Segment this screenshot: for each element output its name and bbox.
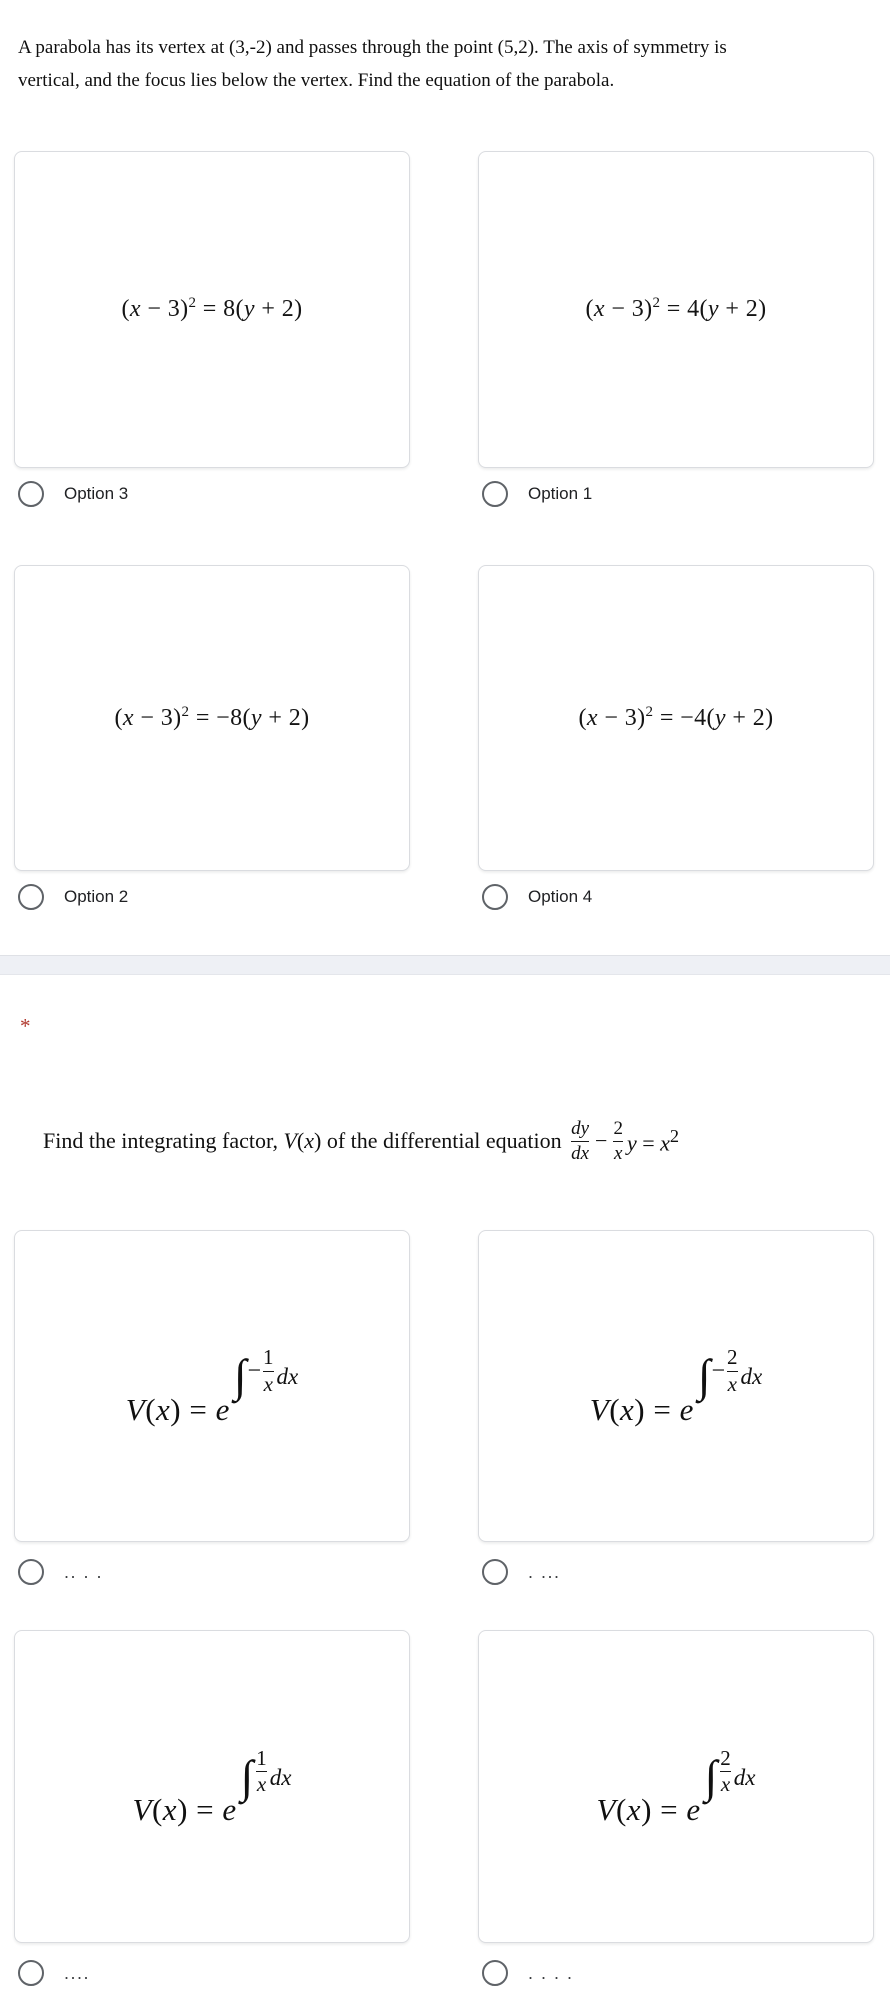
q2-option-d[interactable] xyxy=(478,1960,874,1986)
eq-sign: − xyxy=(711,1357,726,1384)
q2-option-row-1 xyxy=(14,1559,874,1585)
equation-image-q2-d xyxy=(596,1745,756,1828)
q2-option-a-label: .. . . xyxy=(64,1561,104,1582)
eq-fraction xyxy=(720,1745,731,1796)
question2-text-prefix: Find the integrating factor, xyxy=(43,1128,284,1153)
minus-sign: − xyxy=(595,1128,608,1153)
integral-symbol: ∫ xyxy=(697,1350,711,1402)
eq-base: V(x) = e xyxy=(125,1391,230,1427)
fraction-numerator: dy xyxy=(571,1118,590,1140)
option-image-card-q2-b[interactable] xyxy=(478,1230,874,1542)
fraction-bar xyxy=(613,1141,623,1142)
equation-image-q1-c: $(x - 3)^2 = -8(y + 2)$ xyxy=(114,703,310,731)
integral-symbol: ∫ xyxy=(240,1750,254,1802)
eq-dx: dx xyxy=(269,1764,292,1790)
radio-button-option-3[interactable] xyxy=(18,481,44,507)
q1-option-row-1 xyxy=(14,481,874,507)
radio-button-option-4[interactable] xyxy=(482,884,508,910)
q2-card-row-1 xyxy=(14,1230,874,1542)
question2-eq-tail: $y = x^2$ xyxy=(626,1125,680,1156)
q2-option-c-label: .... xyxy=(64,1962,91,1983)
equation-image-q1-b: $(x - 3)^2 = 4(y + 2)$ xyxy=(585,295,767,322)
q2-option-b[interactable] xyxy=(478,1559,874,1585)
eq-exponent xyxy=(697,1345,763,1402)
fraction-numerator: 1 xyxy=(256,1745,267,1770)
fraction-numerator: 1 xyxy=(263,1345,274,1370)
integral-symbol: ∫ xyxy=(233,1350,247,1402)
eq-base: V(x) = e xyxy=(596,1792,701,1828)
option-1[interactable] xyxy=(478,481,874,507)
question2-text xyxy=(43,1104,679,1178)
fraction-denominator: x xyxy=(614,1142,623,1164)
eq-base: V(x) = e xyxy=(132,1792,237,1828)
q2-option-d-label: . . . . xyxy=(528,1962,574,1983)
equation-image-q1-d: $(x - 3)^2 = -4(y + 2)$ xyxy=(578,703,774,731)
eq-dx: dx xyxy=(733,1764,756,1790)
question2-text-mid: of the differential equation xyxy=(321,1128,568,1153)
q1-card-row-1 xyxy=(14,151,874,468)
fraction-denominator: x xyxy=(727,1371,737,1396)
eq-dx: dx xyxy=(276,1364,299,1389)
fraction-2-x xyxy=(613,1119,623,1163)
radio-button-q2-d[interactable] xyxy=(482,1960,508,1986)
fraction-numerator: 2 xyxy=(727,1345,738,1370)
fraction-dy-dx xyxy=(571,1119,589,1163)
q2-option-c[interactable] xyxy=(14,1960,410,1986)
radio-button-q2-c[interactable] xyxy=(18,1960,44,1986)
option-4-label: Option 4 xyxy=(528,887,593,906)
option-4[interactable] xyxy=(478,884,874,910)
eq-exponent xyxy=(704,1745,756,1802)
fraction-numerator: 2 xyxy=(613,1118,623,1140)
option-3-label: Option 3 xyxy=(64,484,129,503)
q2-option-row-2 xyxy=(14,1960,874,1986)
option-2-label: Option 2 xyxy=(64,887,129,906)
equation-image-q2-a xyxy=(126,1347,298,1425)
option-image-card-q2-c[interactable] xyxy=(14,1630,410,1943)
fraction-denominator: dx xyxy=(571,1142,590,1164)
eq-fraction xyxy=(263,1347,274,1395)
q2-option-b-label: . ... xyxy=(528,1561,561,1582)
q1-option-row-2 xyxy=(14,884,874,910)
option-image-card-q2-a[interactable] xyxy=(14,1230,410,1542)
equation-image-q2-b xyxy=(590,1347,762,1425)
radio-button-option-1[interactable] xyxy=(482,481,508,507)
fraction-bar xyxy=(571,1141,589,1142)
option-image-card-q1-a[interactable] xyxy=(14,151,410,468)
option-image-card-q1-c[interactable] xyxy=(14,565,410,871)
eq-exponent xyxy=(233,1345,299,1402)
fraction-denominator: x xyxy=(720,1772,731,1796)
option-image-card-q1-b[interactable] xyxy=(478,151,874,468)
radio-button-q2-a[interactable] xyxy=(18,1559,44,1585)
radio-button-q2-b[interactable] xyxy=(482,1559,508,1585)
q2-card-row-2 xyxy=(14,1630,874,1943)
fraction-numerator: 2 xyxy=(720,1745,731,1770)
eq-fraction xyxy=(256,1745,267,1796)
required-asterisk: * xyxy=(20,1014,31,1038)
question1-text-line1: A parabola has its vertex at (3,-2) and passes through the point (5,2). The axis of symmetry is xyxy=(18,37,727,58)
fraction-denominator: x xyxy=(256,1772,267,1796)
eq-exponent xyxy=(240,1745,292,1802)
option-image-card-q2-d[interactable] xyxy=(478,1630,874,1943)
eq-base: V(x) = e xyxy=(589,1391,694,1427)
radio-button-option-2[interactable] xyxy=(18,884,44,910)
eq-dx: dx xyxy=(740,1364,763,1389)
integral-symbol: ∫ xyxy=(704,1750,718,1802)
fraction-denominator: x xyxy=(263,1371,273,1396)
option-image-card-q1-d[interactable] xyxy=(478,565,874,871)
option-2[interactable] xyxy=(14,884,410,910)
question1-text xyxy=(18,31,878,97)
equation-image-q1-a: $(x - 3)^2 = 8(y + 2)$ xyxy=(121,295,303,322)
eq-sign: − xyxy=(247,1357,262,1384)
question2-vx: V(x) xyxy=(283,1128,322,1153)
option-1-label: Option 1 xyxy=(528,484,593,503)
q1-card-row-2 xyxy=(14,565,874,871)
eq-fraction xyxy=(727,1347,738,1395)
question1-text-line2: vertical, and the focus lies below the vertex. Find the equation of the parabola. xyxy=(18,70,615,91)
option-3[interactable] xyxy=(14,481,410,507)
equation-image-q2-c xyxy=(132,1745,292,1828)
section-divider xyxy=(0,955,890,975)
q2-option-a[interactable] xyxy=(14,1559,410,1585)
